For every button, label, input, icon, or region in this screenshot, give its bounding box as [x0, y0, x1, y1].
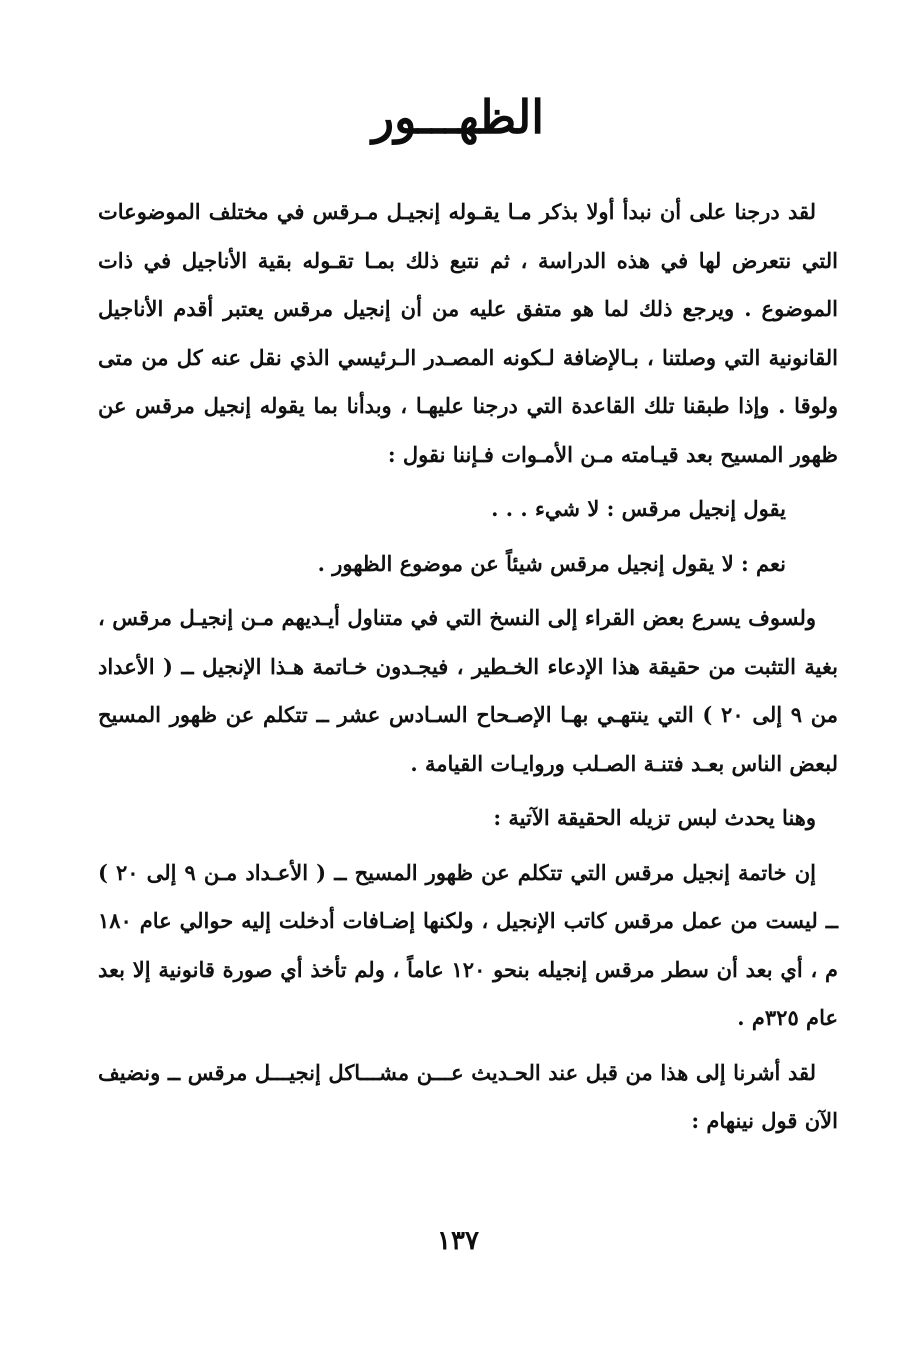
paragraph-3: نعم : لا يقول إنجيل مرقس شيئاً عن موضوع الظهور . — [317, 550, 786, 576]
paragraph-2: يقول إنجيل مرقس : لا شيء . . . — [491, 496, 786, 521]
chapter-title: الظهـــور — [371, 90, 545, 144]
paragraph-7: لقد أشرنا إلى هذا من قبل عند الحـديث عـــن مشـــاكل إنجيـــل مرقس ــ ونضيف الآن قول نينهام : — [98, 1059, 838, 1133]
paragraph-5: وهنا يحدث لبس تزيله الحقيقة الآتية : — [493, 805, 816, 830]
body-text — [98, 188, 838, 1152]
paragraph-1: لقد درجنا على أن نبدأ أولا بذكر مـا يقـوله إنجيـل مـرقس في مختلف الموضوعات التي نتعرض لها في هذه الدراسة ، ثم نتبع ذلك بمـا تقـوله بقية الأناجيل في ذات الموضوع . ويرجع ذلك لما هو متفق عليه من أن إنجيل مرقس يعتبر أقدم الأناجيل القانونية التي وصلتنا ، بـالإضافة لـكونه المصـدر الـرئيسي الذي نقل عنه كل من متى ولوقا . وإذا طبقنا تلك القاعدة التي درجنا عليهـا ، وبدأنا بما يقوله إنجيل مرقس عن ظهور المسيح بعد قيـامته مـن الأمـوات فـإننا نقول : — [98, 199, 838, 467]
paragraph-6: إن خاتمة إنجيل مرقس التي تتكلم عن ظهور المسيح ــ ( الأعـداد مـن ٩ إلى ٢٠ ) ــ ليست من عمل مرقس كاتب الإنجيل ، ولكنها إضـافات أدخلت إليه حوالي عام ١٨٠ م ، أي بعد أن سطر مرقس إنجيله بنحو ١٢٠ عاماً ، ولم تأخذ أي صورة قانونية إلا بعد عام ٣٢٥م . — [98, 859, 838, 1030]
page-number: ١٣٧ — [437, 1226, 479, 1256]
paragraph-4: ولسوف يسرع بعض القراء إلى النسخ التي في متناول أيـديهم مـن إنجيـل مرقس ، بغية التثبت من حقيقة هذا الإدعاء الخـطير ، فيجـدون خـاتمة هـذا الإنجيل ــ ( الأعداد من ٩ إلى ٢٠ ) التي ينتهـي بهـا الإصـحاح السـادس عشر ــ تتكلم عن ظهور المسيح لبعض الناس بعـد فتنـة الصـلب وروايـات القيامة . — [98, 605, 839, 776]
